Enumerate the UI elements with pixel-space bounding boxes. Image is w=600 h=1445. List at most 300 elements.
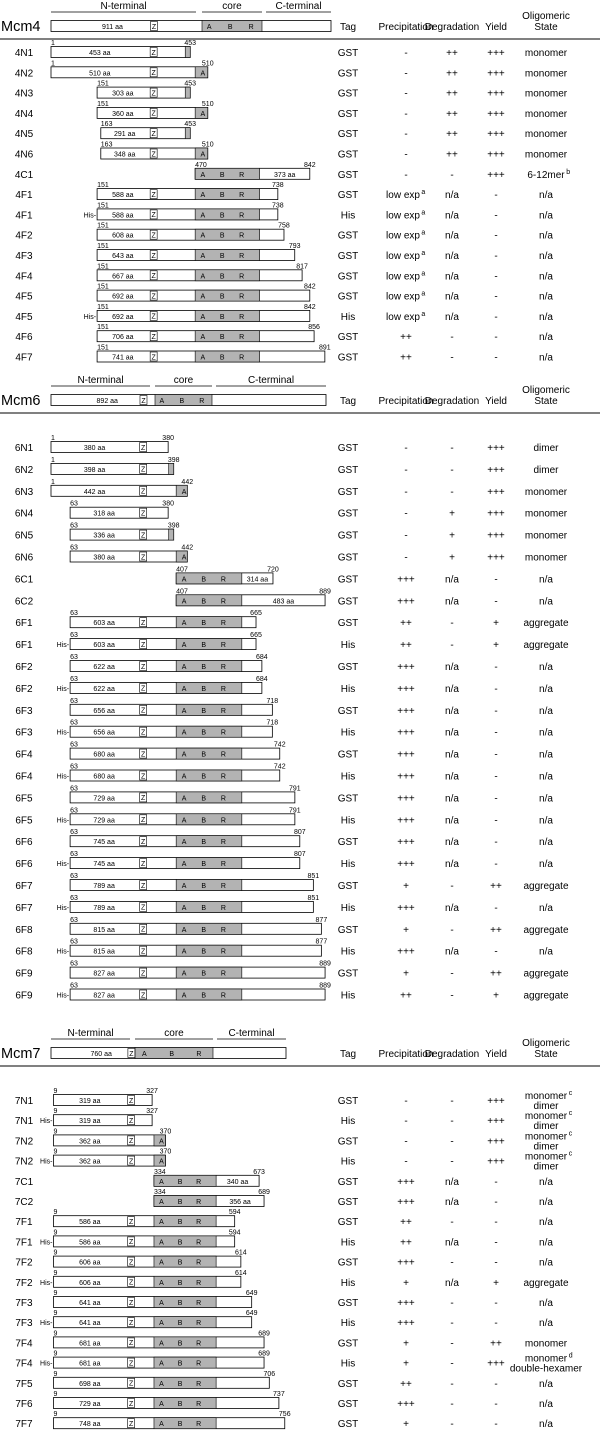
tag-value: GST — [337, 230, 359, 242]
state-value: n/a — [539, 749, 553, 761]
zinc-letter: Z — [141, 773, 146, 781]
degradation-value: n/a — [445, 291, 459, 303]
end-residue: 889 — [319, 982, 331, 990]
tag-value: GST — [337, 618, 359, 630]
degradation-value: n/a — [445, 749, 459, 761]
yield-value: +++ — [487, 108, 505, 120]
start-residue: 63 — [70, 632, 78, 640]
state-value: 6-12mer — [527, 169, 565, 181]
motif-b: B — [201, 576, 207, 584]
state-value: monomer — [524, 108, 568, 120]
construct-row — [15, 1128, 573, 1152]
start-residue: 9 — [53, 1350, 58, 1358]
state-value: n/a — [539, 311, 553, 323]
construct-length: 362 aa — [79, 1158, 101, 1166]
construct-bar — [97, 243, 301, 261]
construct-row — [15, 742, 553, 761]
motif-r: R — [196, 1219, 202, 1227]
construct-name: 4F4 — [15, 271, 33, 283]
construct-name: 6F4 — [15, 749, 33, 761]
motif-r: R — [220, 598, 226, 606]
construct-length: 667 aa — [112, 273, 134, 281]
construct-bar — [40, 1351, 270, 1369]
construct-row — [15, 545, 568, 564]
motif-r: R — [220, 576, 226, 584]
yield-value: ++ — [490, 924, 502, 936]
yield-value: - — [494, 815, 498, 827]
construct-row — [15, 807, 553, 826]
motif-r: R — [199, 398, 205, 405]
motif-a: A — [181, 817, 187, 825]
end-residue: 510 — [201, 60, 214, 68]
start-residue: 151 — [97, 303, 109, 311]
construct-bar — [70, 785, 301, 803]
yield-value: - — [494, 574, 498, 586]
zinc-letter: Z — [151, 212, 156, 220]
footnote-mark: c — [568, 1130, 573, 1138]
motif-r: R — [239, 273, 245, 281]
header-yield: Yield — [485, 396, 507, 407]
zinc-letter: Z — [128, 1360, 134, 1368]
construct-bar — [51, 457, 180, 475]
construct-row — [15, 345, 553, 364]
motif-r: R — [220, 904, 226, 912]
zinc-letter: Z — [141, 839, 146, 846]
construct-name: 7N2 — [14, 1156, 34, 1168]
motif-r: R — [220, 839, 226, 847]
construct-row — [15, 40, 568, 59]
end-residue: 842 — [303, 283, 316, 291]
header-yield: Yield — [485, 1049, 507, 1060]
construct-length: 706 aa — [112, 334, 134, 342]
motif-a: A — [181, 751, 187, 759]
start-residue: 163 — [100, 121, 113, 129]
construct-outline — [53, 1155, 165, 1166]
construct-length: 789 aa — [93, 904, 115, 912]
precipitation-value: +++ — [397, 946, 415, 958]
construct-row — [15, 785, 553, 804]
construct-bar — [70, 917, 327, 935]
tag-value: His — [340, 946, 356, 958]
degradation-value: n/a — [445, 251, 459, 262]
degradation-value: - — [450, 1257, 454, 1269]
motif-a: A — [181, 883, 187, 890]
end-residue: 891 — [319, 344, 331, 352]
construct-row — [15, 1209, 553, 1228]
tag-value: GST — [337, 881, 359, 892]
end-residue: 380 — [162, 435, 174, 442]
start-residue: 151 — [97, 100, 109, 108]
state-value: n/a — [539, 837, 553, 849]
start-residue: 151 — [97, 202, 109, 210]
motif-a: A — [206, 24, 212, 31]
header-tag: Tag — [339, 22, 357, 33]
yield-value: - — [494, 251, 498, 262]
motif-b: B — [177, 1279, 183, 1287]
construct-bar — [57, 632, 262, 650]
precipitation-value: +++ — [397, 662, 415, 673]
construct-length: 741 aa — [112, 354, 134, 362]
degradation-value: - — [450, 881, 454, 892]
degradation-value: n/a — [445, 771, 459, 783]
yield-value: - — [494, 662, 498, 673]
construct-row — [15, 479, 568, 498]
motif-a: A — [159, 1401, 164, 1408]
start-residue: 63 — [70, 610, 78, 618]
yield-value: ++ — [490, 881, 502, 892]
start-residue: 63 — [70, 675, 78, 683]
yield-value: - — [494, 1257, 498, 1269]
motif-b: B — [201, 948, 207, 956]
start-residue: 63 — [70, 938, 78, 946]
motif-b: B — [177, 1421, 183, 1429]
his-tag-prefix: His- — [56, 729, 70, 737]
degradation-value: + — [449, 530, 455, 542]
motif-a: A — [200, 171, 206, 179]
construct-length: 336 aa — [93, 532, 115, 540]
precipitation-value: + — [403, 1419, 409, 1431]
degradation-value: n/a — [445, 902, 459, 914]
construct-row — [15, 1088, 573, 1112]
start-residue: 9 — [53, 1290, 58, 1297]
start-residue: 63 — [70, 873, 78, 880]
start-residue: 63 — [70, 544, 78, 552]
end-residue: 742 — [273, 741, 286, 749]
construct-bar — [195, 162, 316, 180]
motif-b: B — [201, 664, 207, 671]
motif-b: B — [177, 1360, 183, 1368]
construct-length: 380 aa — [83, 445, 106, 452]
degradation-value: n/a — [445, 683, 459, 695]
construct-bar — [70, 742, 286, 760]
state-value: monomer — [524, 1151, 568, 1163]
degradation-value: ++ — [446, 129, 458, 141]
motif-b: B — [201, 795, 207, 803]
state-value: aggregate — [523, 618, 569, 630]
start-residue: 63 — [70, 697, 78, 705]
precipitation-value: + — [403, 1358, 409, 1370]
construct-name: 6C2 — [14, 596, 34, 608]
degradation-value: - — [450, 618, 454, 630]
degradation-value: n/a — [445, 859, 459, 871]
construct-name: 4F1 — [15, 210, 33, 222]
full-length-label: 760 aa — [90, 1051, 112, 1058]
start-residue: 9 — [53, 1391, 58, 1398]
yield-value: - — [494, 230, 498, 242]
zinc-letter: Z — [141, 926, 146, 934]
end-residue: 684 — [256, 654, 268, 661]
state-value: monomer — [524, 88, 568, 100]
construct-length: 681 aa — [79, 1340, 101, 1348]
end-residue: 791 — [289, 785, 301, 793]
construct-name: 6N2 — [14, 464, 34, 476]
motif-r: R — [196, 1300, 202, 1307]
start-residue: 334 — [153, 1168, 166, 1176]
construct-row — [15, 654, 553, 673]
end-residue: 370 — [159, 1148, 172, 1156]
his-tag-prefix: His- — [83, 313, 97, 321]
state-value: n/a — [539, 251, 553, 262]
construct-row — [15, 676, 553, 695]
precipitation-value: - — [404, 129, 408, 141]
construct-row — [15, 1189, 554, 1208]
domain-label: N-terminal — [67, 1028, 114, 1039]
start-residue: 151 — [97, 243, 109, 250]
tag-value: GST — [337, 596, 359, 608]
degradation-value: n/a — [445, 190, 459, 202]
precipitation-value: low exp — [386, 251, 420, 262]
end-residue: 793 — [288, 243, 301, 250]
yield-value: ++ — [490, 1338, 502, 1350]
construct-bar — [97, 101, 214, 119]
domain-label: core — [222, 1, 242, 12]
construct-row — [15, 873, 569, 892]
construct-row — [15, 720, 553, 739]
tag-value: GST — [337, 1298, 359, 1309]
motif-b: B — [201, 642, 207, 650]
precipitation-value: - — [404, 68, 408, 80]
tag-value: GST — [337, 129, 359, 141]
header-tag: Tag — [339, 1049, 357, 1060]
degradation-value: + — [449, 508, 455, 520]
degradation-value: ++ — [446, 149, 458, 161]
construct-row — [15, 324, 553, 343]
zinc-letter: Z — [151, 191, 156, 199]
construct-bar — [97, 324, 320, 342]
state-value: n/a — [539, 815, 553, 827]
construct-row — [15, 588, 554, 607]
construct-bar — [57, 807, 301, 825]
zinc-letter: Z — [151, 90, 156, 98]
his-tag-prefix: His- — [40, 1360, 53, 1368]
tag-value: His — [340, 902, 356, 914]
tag-value: GST — [337, 352, 359, 364]
tag-value: GST — [337, 1176, 359, 1188]
tag-value: GST — [337, 108, 359, 120]
construct-name: 7F2 — [15, 1277, 33, 1289]
zinc-letter: Z — [141, 795, 146, 803]
state-value: n/a — [539, 291, 553, 303]
precipitation-value: low exp — [386, 271, 420, 283]
his-tag-prefix: His- — [56, 992, 70, 1000]
construct-row — [15, 202, 553, 221]
motif-b: B — [219, 313, 225, 321]
his-tag-prefix: His- — [56, 817, 70, 825]
end-residue: 738 — [271, 182, 284, 190]
zinc-letter: Z — [128, 1400, 134, 1408]
protein-name: Mcm4 — [1, 19, 41, 35]
yield-value: +++ — [487, 1156, 505, 1168]
tag-value: GST — [337, 1419, 359, 1431]
tag-value: GST — [337, 1399, 359, 1410]
precipitation-value: low exp — [386, 230, 420, 242]
precipitation-value: - — [404, 486, 408, 498]
motif-a: A — [159, 1259, 164, 1267]
zinc-letter: Z — [141, 466, 146, 474]
core-edge — [185, 87, 190, 98]
construct-bar — [97, 182, 284, 200]
end-residue: 791 — [289, 807, 301, 815]
construct-outline — [51, 442, 168, 453]
construct-bar — [70, 654, 268, 672]
construct-row — [15, 851, 553, 870]
zinc-letter: Z — [141, 904, 146, 912]
construct-bar — [53, 1088, 158, 1106]
zinc-letter: Z — [151, 354, 156, 362]
degradation-value: - — [450, 990, 454, 1002]
start-residue: 9 — [53, 1088, 58, 1095]
yield-value: - — [494, 1176, 498, 1188]
motif-r: R — [220, 620, 226, 628]
construct-name: 6F1 — [15, 640, 33, 652]
precipitation-value: ++ — [400, 1378, 412, 1390]
zinc-letter: Z — [128, 1421, 134, 1428]
start-residue: 151 — [97, 222, 109, 230]
end-residue: 649 — [245, 1310, 258, 1318]
motif-b: B — [201, 751, 207, 759]
degradation-value: n/a — [445, 837, 459, 849]
motif-b: B — [219, 334, 225, 342]
degradation-value: - — [450, 464, 454, 476]
tag-value: GST — [337, 68, 359, 80]
construct-bar — [53, 1128, 171, 1146]
start-residue: 9 — [53, 1148, 58, 1156]
state-value: aggregate — [523, 1277, 569, 1289]
construct-name: 7N1 — [14, 1096, 34, 1107]
construct-name: 6N6 — [14, 552, 34, 564]
construct-bar — [40, 1108, 158, 1126]
zinc-letter: Z — [151, 232, 156, 240]
start-residue: 9 — [53, 1269, 58, 1277]
tag-value: His — [340, 311, 356, 323]
zinc-letter: Z — [141, 729, 146, 737]
degradation-value: n/a — [445, 946, 459, 958]
construct-name: 7N2 — [14, 1136, 34, 1148]
construct-name: 4C1 — [14, 169, 34, 181]
construct-bar — [70, 873, 319, 891]
construct-length: 680 aa — [93, 751, 115, 759]
precipitation-value: - — [404, 508, 408, 520]
zinc-letter: Z — [141, 707, 146, 715]
construct-row — [15, 895, 553, 914]
motif-r: R — [239, 313, 245, 321]
construct-bar — [57, 764, 286, 782]
zinc-letter: Z — [141, 620, 146, 627]
tag-value: GST — [337, 1197, 359, 1208]
his-tag-prefix: His- — [56, 904, 70, 912]
his-tag-prefix: His- — [56, 948, 70, 956]
construct-name: 6F2 — [15, 683, 33, 695]
precipitation-value: +++ — [397, 1176, 415, 1188]
construct-length: 483 aa — [272, 598, 295, 606]
tag-value: GST — [337, 552, 359, 564]
motif-r: R — [196, 1051, 202, 1058]
construct-outline — [53, 1095, 152, 1106]
core-edge — [169, 529, 174, 540]
zinc-letter: Z — [141, 444, 146, 452]
precipitation-value: +++ — [397, 727, 415, 739]
construct-row — [15, 223, 553, 242]
construct-name: 4N2 — [14, 68, 34, 80]
construct-bar — [176, 566, 279, 584]
motif-a: A — [200, 313, 206, 321]
construct-row — [15, 121, 568, 140]
construct-bar — [97, 81, 196, 99]
construct-length: 314 aa — [246, 576, 269, 584]
construct-length: 319 aa — [79, 1098, 101, 1105]
motif-r: R — [239, 334, 245, 342]
motif-a: A — [159, 1138, 164, 1146]
full-length-label: 911 aa — [102, 24, 123, 31]
state-value: monomer — [524, 530, 568, 542]
precipitation-value: low exp — [386, 311, 420, 323]
end-residue: 720 — [267, 566, 279, 574]
motif-b: B — [219, 192, 225, 200]
yield-value: - — [494, 771, 498, 783]
end-residue: 510 — [201, 141, 214, 149]
motif-r: R — [220, 729, 226, 737]
motif-a: A — [181, 664, 187, 671]
start-residue: 63 — [70, 763, 78, 771]
degradation-value: n/a — [445, 1176, 459, 1188]
construct-name: 6N5 — [14, 530, 34, 542]
motif-r: R — [196, 1360, 202, 1368]
motif-r: R — [248, 24, 254, 31]
motif-a: A — [200, 151, 206, 159]
yield-value: - — [494, 859, 498, 871]
zinc-letter: Z — [151, 70, 156, 78]
domain-label: core — [173, 375, 194, 386]
state-value: n/a — [539, 230, 553, 242]
motif-a: A — [181, 861, 187, 869]
precipitation-value: - — [404, 149, 408, 161]
construct-row — [15, 632, 569, 651]
construct-length: 608 aa — [112, 232, 134, 240]
motif-b: B — [177, 1219, 183, 1227]
motif-a: A — [200, 334, 206, 342]
start-residue: 151 — [97, 344, 109, 352]
construct-name: 6F2 — [15, 662, 33, 673]
precipitation-value: + — [403, 968, 409, 980]
tag-value: His — [340, 1277, 356, 1289]
yield-value: - — [494, 793, 498, 805]
yield-value: ++ — [490, 968, 502, 980]
motif-r: R — [220, 861, 226, 869]
construct-name: 6N4 — [14, 508, 34, 520]
motif-b: B — [177, 1320, 183, 1328]
construct-row — [15, 284, 553, 303]
motif-b: B — [219, 253, 225, 260]
tag-value: GST — [337, 924, 359, 936]
construct-name: 7F4 — [15, 1338, 33, 1350]
degradation-value: ++ — [446, 68, 458, 80]
degradation-value: n/a — [445, 727, 459, 739]
construct-bar — [57, 851, 306, 869]
construct-name: 6F5 — [15, 793, 33, 805]
motif-b: B — [227, 24, 233, 31]
end-residue: 889 — [319, 588, 331, 596]
end-residue: 453 — [184, 121, 197, 129]
degradation-value: - — [450, 1338, 454, 1350]
motif-a: A — [200, 192, 206, 200]
end-residue: 453 — [184, 80, 197, 88]
motif-a: A — [181, 839, 187, 847]
motif-a: A — [159, 1320, 164, 1328]
state-value: n/a — [539, 271, 553, 283]
yield-value: - — [494, 727, 498, 739]
zinc-letter: Z — [128, 1279, 134, 1287]
end-residue: 327 — [146, 1088, 158, 1095]
